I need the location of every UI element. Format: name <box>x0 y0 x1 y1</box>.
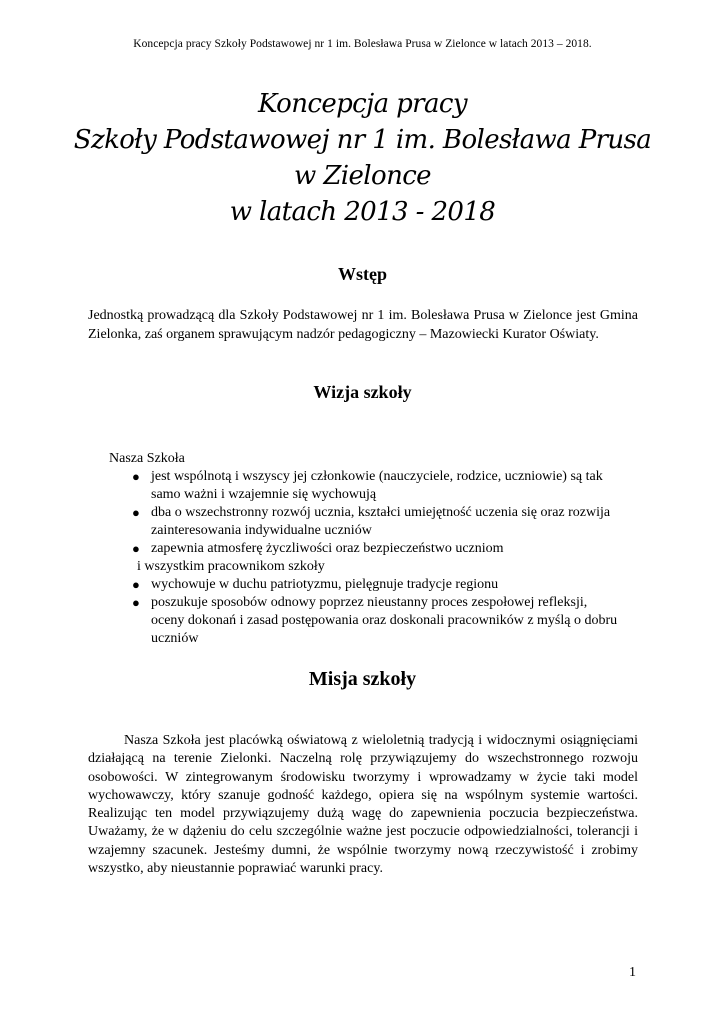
list-item: ● poszukuje sposobów odnowy poprzez nieustanny proces zespołowej refleksji, oceny dokonań i zasad postępowania oraz doskonali pracowników z myślą o dobru uczniów <box>132 595 618 646</box>
bullet-icon: ● <box>132 577 140 592</box>
vision-list <box>130 468 638 648</box>
page-number: 1 <box>629 965 636 980</box>
section-heading-intro: Wstęp <box>338 264 387 284</box>
title-line: w Zielonce <box>294 161 431 191</box>
list-item: ● wychowuje w duchu patriotyzmu, pielęgnuje tradycje regionu <box>132 577 499 592</box>
intro-paragraph: Jednostką prowadzącą dla Szkoły Podstawowej nr 1 im. Bolesława Prusa w Zielonce jest Gmina Zielonka, zaś organem sprawującym nadzór pedagogiczny – Mazowiecki Kurator Oświaty. <box>88 308 638 342</box>
title-line: w latach 2013 - 2018 <box>229 197 496 227</box>
list-item: ● zapewnia atmosferę życzliwości oraz bezpieczeństwo uczniom i wszystkim pracownikom szkoły <box>132 541 504 574</box>
bullet-icon: ● <box>132 505 140 520</box>
section-heading-mission: Misja szkoły <box>308 668 417 690</box>
running-header: Koncepcja pracy Szkoły Podstawowej nr 1 im. Bolesława Prusa w Zielonce w latach 2013 – 2018. <box>133 38 592 50</box>
bullet-icon: ● <box>132 541 140 556</box>
bullet-icon: ● <box>132 595 140 610</box>
section-heading-vision: Wizja szkoły <box>313 382 412 402</box>
title-line: Szkoły Podstawowej nr 1 im. Bolesława Prusa <box>73 125 652 155</box>
vision-lead: Nasza Szkoła <box>109 451 185 466</box>
list-item: ● dba o wszechstronny rozwój ucznia, kształci umiejętność uczenia się oraz rozwija zainteresowania indywidualne uczniów <box>132 505 611 538</box>
mission-paragraph <box>88 732 638 878</box>
document-title <box>0 86 725 230</box>
mission-text: Nasza Szkoła jest placówką oświatową z wieloletnią tradycją i widocznymi osiągnięciami działającą na terenie Zielonki. Naczelną rolę przywiązujemy do wszechstronnego rozwoju osobowości. W zintegrowanym środowisku tworzymy i wprowadzamy w życie taki model wychowawczy, który szanuje godność każdego, opiera się na wspólnym systemie wartości. Realizując ten model przywiązujemy dużą wagę do zapewnienia poczucia bezpieczeństwa. Uważamy, że w dążeniu do celu szczególnie ważne jest poczucie odpowiedzialności, tolerancji i wzajemny szacunek. Jesteśmy dumni, że wspólnie tworzymy nową rzeczywistość i zrobimy wszystko, aby nieustannie poprawiać warunki pracy. <box>88 733 638 877</box>
bullet-icon: ● <box>132 469 140 484</box>
list-item: ● jest wspólnotą i wszyscy jej członkowie (nauczyciele, rodzice, uczniowie) są tak samo ważni i wzajemnie się wychowują <box>132 469 603 502</box>
title-line: Koncepcja pracy <box>258 89 467 119</box>
